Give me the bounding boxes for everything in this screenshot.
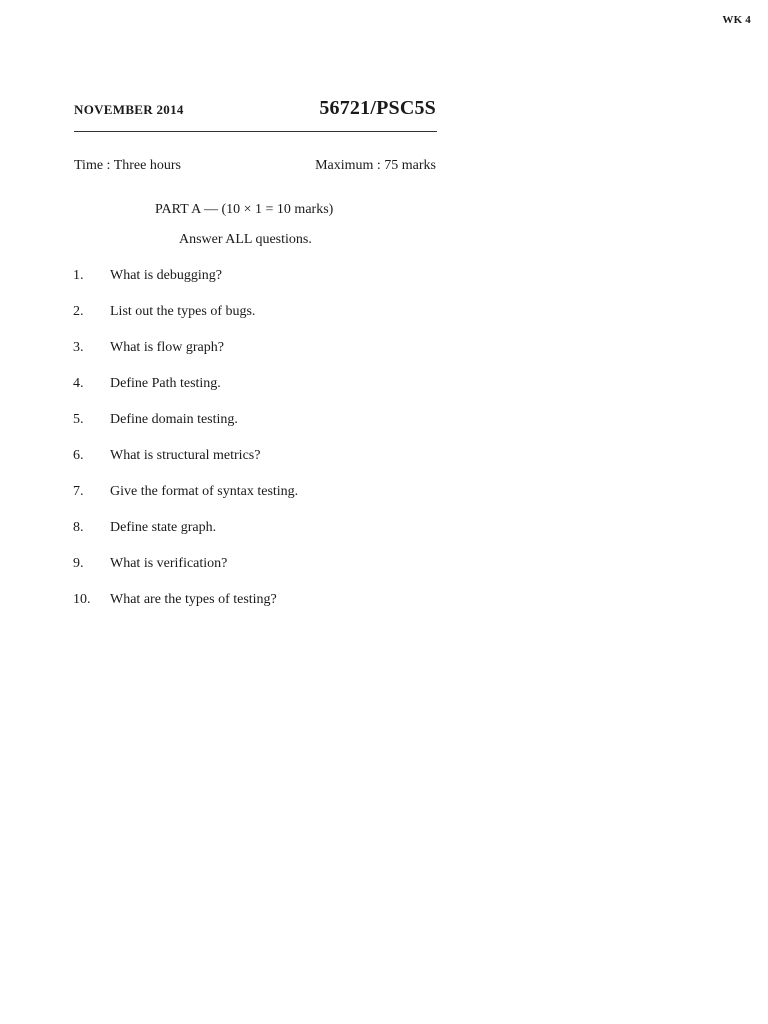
- part-a-heading: PART A — (10 × 1 = 10 marks): [155, 202, 334, 217]
- question-list: [73, 268, 473, 628]
- paper-code: 56721/PSC5S: [319, 97, 436, 119]
- question-text: What are the types of testing?: [110, 592, 277, 607]
- question-item: [73, 376, 473, 412]
- part-a-instruction: Answer ALL questions.: [179, 232, 312, 247]
- question-text: Define Path testing.: [110, 376, 221, 391]
- question-item: [73, 448, 473, 484]
- question-number: 4.: [73, 376, 84, 391]
- time-allowed: Time : Three hours: [74, 158, 181, 173]
- question-number: 6.: [73, 448, 84, 463]
- question-item: [73, 340, 473, 376]
- question-item: [73, 484, 473, 520]
- question-text: Define state graph.: [110, 520, 217, 535]
- question-text: What is debugging?: [110, 268, 222, 283]
- maximum-marks: Maximum : 75 marks: [315, 158, 436, 173]
- question-text: Give the format of syntax testing.: [110, 484, 299, 499]
- question-number: 9.: [73, 556, 84, 571]
- question-number: 10.: [73, 592, 91, 607]
- question-text: List out the types of bugs.: [110, 304, 256, 319]
- question-number: 7.: [73, 484, 84, 499]
- question-item: [73, 592, 473, 628]
- question-item: [73, 304, 473, 340]
- question-text: What is structural metrics?: [110, 448, 261, 463]
- question-number: 3.: [73, 340, 84, 355]
- document-code: WK 4: [722, 14, 751, 26]
- question-text: What is flow graph?: [110, 340, 224, 355]
- question-item: [73, 268, 473, 304]
- question-number: 1.: [73, 268, 84, 283]
- question-number: 2.: [73, 304, 84, 319]
- exam-month: NOVEMBER 2014: [74, 102, 184, 117]
- question-item: [73, 556, 473, 592]
- question-text: What is verification?: [110, 556, 228, 571]
- question-number: 5.: [73, 412, 84, 427]
- question-item: [73, 412, 473, 448]
- question-item: [73, 520, 473, 556]
- header-divider: [74, 131, 437, 132]
- question-text: Define domain testing.: [110, 412, 238, 427]
- question-number: 8.: [73, 520, 84, 535]
- exam-header: [74, 94, 436, 124]
